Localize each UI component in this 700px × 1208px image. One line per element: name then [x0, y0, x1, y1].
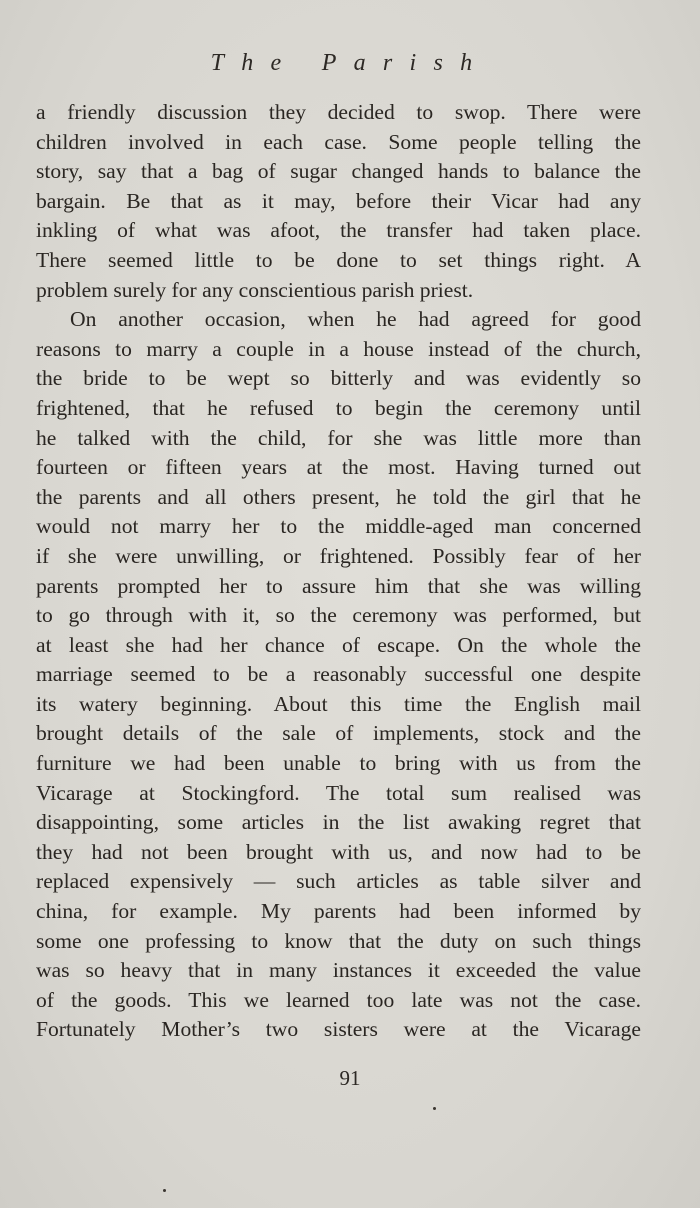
body-text [36, 98, 641, 1045]
text-line: they had not been brought with us, and now had to be [36, 839, 641, 864]
text-line: There seemed little to be done to set things right. A [36, 247, 641, 272]
text-line: reasons to marry a couple in a house instead of the church, [36, 336, 641, 361]
print-speck [433, 1107, 436, 1110]
page-number: 91 [339, 1066, 361, 1090]
text-line: was so heavy that in many instances it exceeded the value [36, 958, 641, 983]
text-line: the parents and all others present, he told the girl that he [36, 484, 641, 509]
text-line: problem surely for any conscientious parish priest. [36, 277, 474, 302]
text-line: story, say that a bag of sugar changed hands to balance the [36, 159, 641, 184]
text-line: fourteen or fifteen years at the most. Having turned out [36, 455, 641, 480]
text-line: inkling of what was afoot, the transfer had taken place. [36, 218, 641, 243]
print-speck [163, 1189, 166, 1192]
text-line: he talked with the child, for she was little more than [36, 425, 641, 450]
text-line: Fortunately Mother’s two sisters were at the Vicarage [36, 1017, 641, 1042]
text-line: to go through with it, so the ceremony was performed, but [36, 603, 641, 628]
text-line: the bride to be wept so bitterly and was evidently so [36, 366, 641, 391]
text-line: china, for example. My parents had been informed by [36, 899, 641, 924]
text-line: On another occasion, when he had agreed for good [70, 307, 641, 332]
text-line: marriage seemed to be a reasonably successful one despite [36, 662, 641, 687]
text-line: disappointing, some articles in the list awaking regret that [36, 810, 641, 835]
text-line: parents prompted her to assure him that she was willing [36, 573, 641, 598]
text-line: frightened, that he refused to begin the ceremony until [36, 395, 641, 420]
text-line: brought details of the sale of implements, stock and the [36, 721, 641, 746]
text-line: Vicarage at Stockingford. The total sum realised was [36, 780, 641, 805]
text-line: bargain. Be that as it may, before their Vicar had any [36, 188, 641, 213]
text-line: replaced expensively — such articles as table silver and [36, 869, 641, 894]
text-line: furniture we had been unable to bring with us from the [36, 751, 641, 776]
text-line: some one professing to know that the duty on such things [36, 928, 641, 953]
text-line: its watery beginning. About this time the English mail [36, 691, 641, 716]
text-line: at least she had her chance of escape. On the whole the [36, 632, 641, 657]
running-head: The Parish [210, 50, 490, 76]
text-line: if she were unwilling, or frightened. Possibly fear of her [36, 543, 641, 568]
text-line: would not marry her to the middle-aged man concerned [36, 514, 641, 539]
text-line: children involved in each case. Some people telling the [36, 129, 641, 154]
text-line: of the goods. This we learned too late was not the case. [36, 987, 641, 1012]
text-line: a friendly discussion they decided to swop. There were [36, 100, 641, 124]
